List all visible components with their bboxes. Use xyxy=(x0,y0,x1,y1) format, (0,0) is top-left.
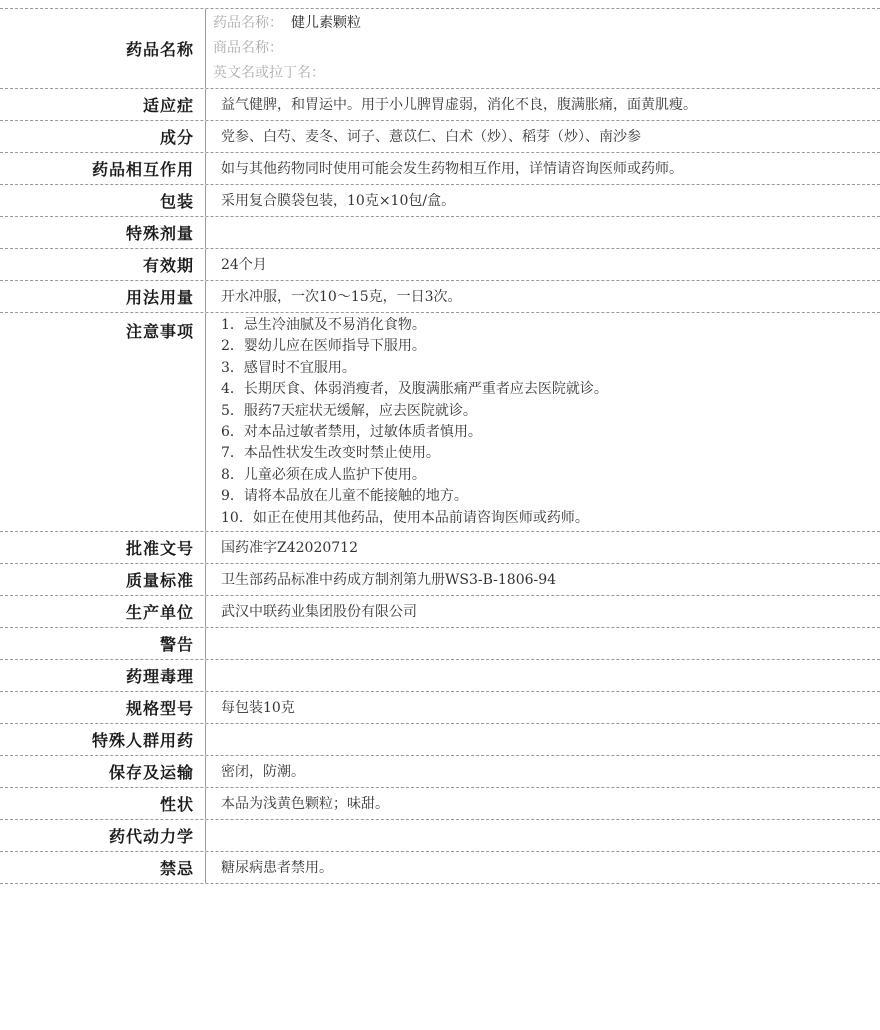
row-label: 特殊人群用药 xyxy=(0,724,206,755)
row-value: 开水冲服，一次10～15克，一日3次。 xyxy=(221,288,462,305)
row-value: 糖尿病患者禁用。 xyxy=(221,859,333,876)
row-label: 注意事项 xyxy=(0,313,206,531)
row-drug-name xyxy=(0,9,880,89)
precaution-item: 1．忌生冷油腻及不易消化食物。 xyxy=(221,317,426,333)
drug-name-prefix: 药品名称： xyxy=(213,15,283,31)
precaution-item: 3．感冒时不宜服用。 xyxy=(221,359,356,376)
row-value: 益气健脾，和胃运中。用于小儿脾胃虚弱，消化不良，腹满胀痛，面黄肌瘦。 xyxy=(221,96,697,113)
row-label: 药代动力学 xyxy=(0,820,206,851)
row-label: 禁忌 xyxy=(0,852,206,883)
trade-name-line xyxy=(213,36,870,61)
row-packaging xyxy=(0,185,880,217)
row-value: 卫生部药品标准中药成方制剂第九册WS3-B-1806-94 xyxy=(221,571,557,588)
row-label: 规格型号 xyxy=(0,692,206,723)
row-label: 批准文号 xyxy=(0,532,206,563)
drug-name-line xyxy=(213,11,870,36)
row-storage-transport xyxy=(0,756,880,788)
precaution-item: 7．本品性状发生改变时禁止使用。 xyxy=(221,445,440,462)
row-value xyxy=(206,660,880,691)
row-value xyxy=(206,724,880,755)
row-value: 如与其他药物同时使用可能会发生药物相互作用，详情请咨询医师或药师。 xyxy=(221,160,683,177)
row-label: 用法用量 xyxy=(0,281,206,312)
row-label: 成分 xyxy=(0,121,206,152)
row-label: 生产单位 xyxy=(0,596,206,627)
row-approval-number xyxy=(0,532,880,564)
row-pharmacokinetics xyxy=(0,820,880,852)
row-label: 有效期 xyxy=(0,249,206,280)
row-value xyxy=(206,628,880,659)
row-label: 警告 xyxy=(0,628,206,659)
row-contraindications xyxy=(0,852,880,884)
latin-name-prefix: 英文名或拉丁名： xyxy=(213,65,325,81)
row-value: 每包装10克 xyxy=(221,699,295,716)
row-value: 党参、白芍、麦冬、诃子、薏苡仁、白术（炒）、稻芽（炒）、南沙参 xyxy=(221,128,641,145)
row-value: 国药准字Z42020712 xyxy=(221,539,358,556)
precaution-item: 10．如正在使用其他药品，使用本品前请咨询医师或药师。 xyxy=(221,509,589,526)
precaution-item: 6．对本品过敏者禁用，过敏体质者慎用。 xyxy=(221,424,482,441)
row-value: 24个月 xyxy=(221,256,267,273)
row-manufacturer xyxy=(0,596,880,628)
row-precautions xyxy=(0,313,880,532)
row-pharmacology-toxicology xyxy=(0,660,880,692)
drug-name-text: 健儿素颗粒 xyxy=(291,15,361,31)
row-ingredients xyxy=(0,121,880,153)
row-specification xyxy=(0,692,880,724)
row-dosage-usage xyxy=(0,281,880,313)
row-quality-standard xyxy=(0,564,880,596)
row-value xyxy=(206,217,880,248)
row-value xyxy=(206,9,880,88)
precaution-item: 4．长期厌食、体弱消瘦者，及腹满胀痛严重者应去医院就诊。 xyxy=(221,381,608,398)
row-drug-interactions xyxy=(0,153,880,185)
latin-name-line xyxy=(213,61,870,86)
row-label: 质量标准 xyxy=(0,564,206,595)
precaution-item: 2．婴幼儿应在医师指导下服用。 xyxy=(221,338,426,355)
row-label: 性状 xyxy=(0,788,206,819)
precaution-item: 8．儿童必须在成人监护下使用。 xyxy=(221,466,426,483)
row-expiry xyxy=(0,249,880,281)
row-label: 保存及运输 xyxy=(0,756,206,787)
row-value xyxy=(206,820,880,851)
row-characteristics xyxy=(0,788,880,820)
precaution-item: 9．请将本品放在儿童不能接触的地方。 xyxy=(221,488,468,505)
row-special-populations xyxy=(0,724,880,756)
row-label: 适应症 xyxy=(0,89,206,120)
row-indications xyxy=(0,89,880,121)
row-label: 药品相互作用 xyxy=(0,153,206,184)
row-label: 药理毒理 xyxy=(0,660,206,691)
row-value: 密闭，防潮。 xyxy=(221,763,305,780)
row-value: 采用复合膜袋包装，10克×10包/盒。 xyxy=(221,192,456,209)
row-value: 本品为浅黄色颗粒；味甜。 xyxy=(221,795,389,812)
row-special-dosage xyxy=(0,217,880,249)
row-label: 特殊剂量 xyxy=(0,217,206,248)
row-warning xyxy=(0,628,880,660)
row-value xyxy=(206,313,880,531)
drug-info-table xyxy=(0,8,880,884)
row-label: 包装 xyxy=(0,185,206,216)
precaution-item: 5．服药7天症状无缓解，应去医院就诊。 xyxy=(221,402,477,419)
row-label: 药品名称 xyxy=(0,9,206,88)
row-value: 武汉中联药业集团股份有限公司 xyxy=(221,603,417,620)
trade-name-prefix: 商品名称： xyxy=(213,40,283,56)
